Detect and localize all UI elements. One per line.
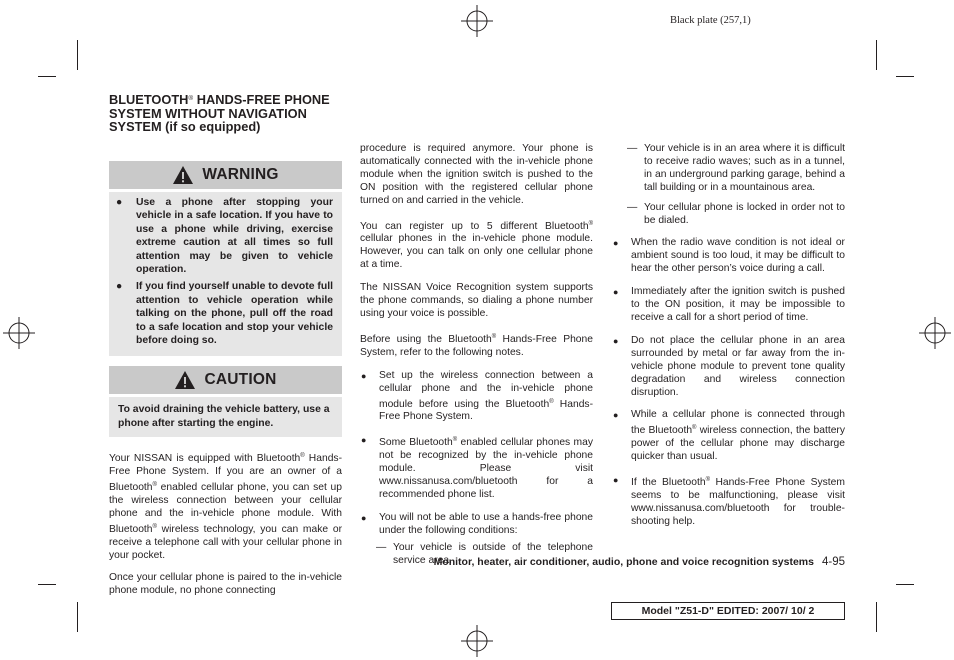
paragraph: You can register up to 5 different Bluetooth® cellular phones in the in-vehicle phone module. However, you can talk on only one cellular phone at a time. [360, 220, 593, 271]
warning-triangle-icon [174, 370, 196, 390]
column-3 [612, 143, 845, 539]
sub-list-item: — Your cellular phone is locked in order not to be dialed. [627, 201, 845, 226]
model-edit-box: Model "Z51-D" EDITED: 2007/ 10/ 2 [611, 602, 845, 620]
list-item: ● When the radio wave condition is not ideal or ambient sound is too loud, it may be difficult to hear the other person’s voice during a call. [613, 237, 845, 275]
paragraph: Once your cellular phone is paired to the in-vehicle phone module, no phone connecting [109, 572, 342, 597]
chapter-title: Monitor, heater, air conditioner, audio, phone and voice recognition systems [433, 556, 814, 568]
column-2 [360, 143, 593, 577]
sub-list-item: — Your vehicle is outside of the telephone service area. [376, 541, 593, 566]
paragraph: Before using the Bluetooth® Hands-Free Phone System, refer to the following notes. [360, 333, 593, 358]
list-item: ● Some Bluetooth® enabled cellular phones may not be recognized by the in-vehicle phone module. Please visit www.nissanusa.com/bluetooth for a recommended phone list. [361, 435, 593, 500]
warning-label: WARNING [202, 165, 279, 183]
list-item: ● Immediately after the ignition switch is pushed to the ON position, it may be impossible to receive a call for a short period of time. [613, 286, 845, 323]
crop-mark [38, 76, 56, 77]
registration-mark-icon [461, 5, 493, 37]
registration-mark-icon [461, 625, 493, 657]
registration-mark-icon [3, 317, 35, 349]
crop-mark [876, 602, 877, 632]
paragraph: The NISSAN Voice Recognition system supports the phone commands, so dialing a phone number using your voice is possible. [360, 282, 593, 319]
crop-mark [77, 40, 78, 70]
crop-mark [876, 40, 877, 70]
list-item: ● If the Bluetooth® Hands-Free Phone System seems to be malfunctioning, please visit www.nissanusa.com/bluetooth for trouble-shooting help. [613, 475, 845, 527]
caution-text: To avoid draining the vehicle battery, use a phone after starting the engine. [118, 404, 330, 429]
crop-mark [896, 76, 914, 77]
list-item: ● While a cellular phone is connected through the Bluetooth® wireless connection, the battery power of the cellular phone may discharge quicker than usual. [613, 409, 845, 463]
warning-header [109, 161, 342, 189]
warning-body [109, 192, 342, 357]
paragraph: procedure is required anymore. Your phone is automatically connected with the in-vehicle phone module when the ignition switch is pushed to the ON position with the registered cellular phone turned on and carried in the vehicle. [360, 143, 593, 206]
list-item: ● Do not place the cellular phone in an area surrounded by metal or far away from the in-vehicle phone module to prevent tone quality degradation and wireless connection disruption. [613, 334, 845, 398]
crop-mark [896, 584, 914, 585]
crop-mark [38, 584, 56, 585]
plate-label: Black plate (257,1) [670, 15, 751, 26]
registration-mark-icon [919, 317, 951, 349]
list-item: ● You will not be able to use a hands-free phone under the following conditions: [361, 511, 593, 536]
warning-triangle-icon [172, 165, 194, 185]
page-footer [340, 556, 845, 568]
sub-list-item: — Your vehicle is in an area where it is difficult to receive radio waves; such as in a tunnel, in an underground parking garage, behind a tall building or in a mountainous area. [627, 143, 845, 193]
crop-mark [77, 602, 78, 632]
caution-body [109, 397, 342, 437]
paragraph: Your NISSAN is equipped with Bluetooth® Hands-Free Phone System. If you are an owner of a Bluetooth® enabled cellular phone, you can set up the wireless connection between your cellular phone and the in-vehicle phone module. With Bluetooth® wireless technology, you can make or receive a telephone call with your cellular phone in your pocket. [109, 453, 342, 561]
warning-item: ● If you find yourself unable to devote full attention to vehicle operation while talking on the phone, pull off the road to a safe location and stop your vehicle before doing so. [116, 281, 333, 347]
column-1 [109, 92, 342, 608]
caution-label: CAUTION [204, 371, 277, 389]
caution-header [109, 366, 342, 394]
list-item: ● Set up the wireless connection between a cellular phone and the in-vehicle phone module before using the Bluetooth® Hands-Free Phone System. [361, 369, 593, 423]
section-title: BLUETOOTH® HANDS-FREE PHONE SYSTEM WITHOUT NAVIGATION SYSTEM (if so equipped) [109, 92, 330, 134]
page-number: 4-95 [821, 556, 845, 568]
warning-item: ● Use a phone after stopping your vehicle in a safe location. If you have to use a phone while driving, exercise extreme caution at all times so full attention may be given to vehicle operation. [116, 196, 333, 276]
